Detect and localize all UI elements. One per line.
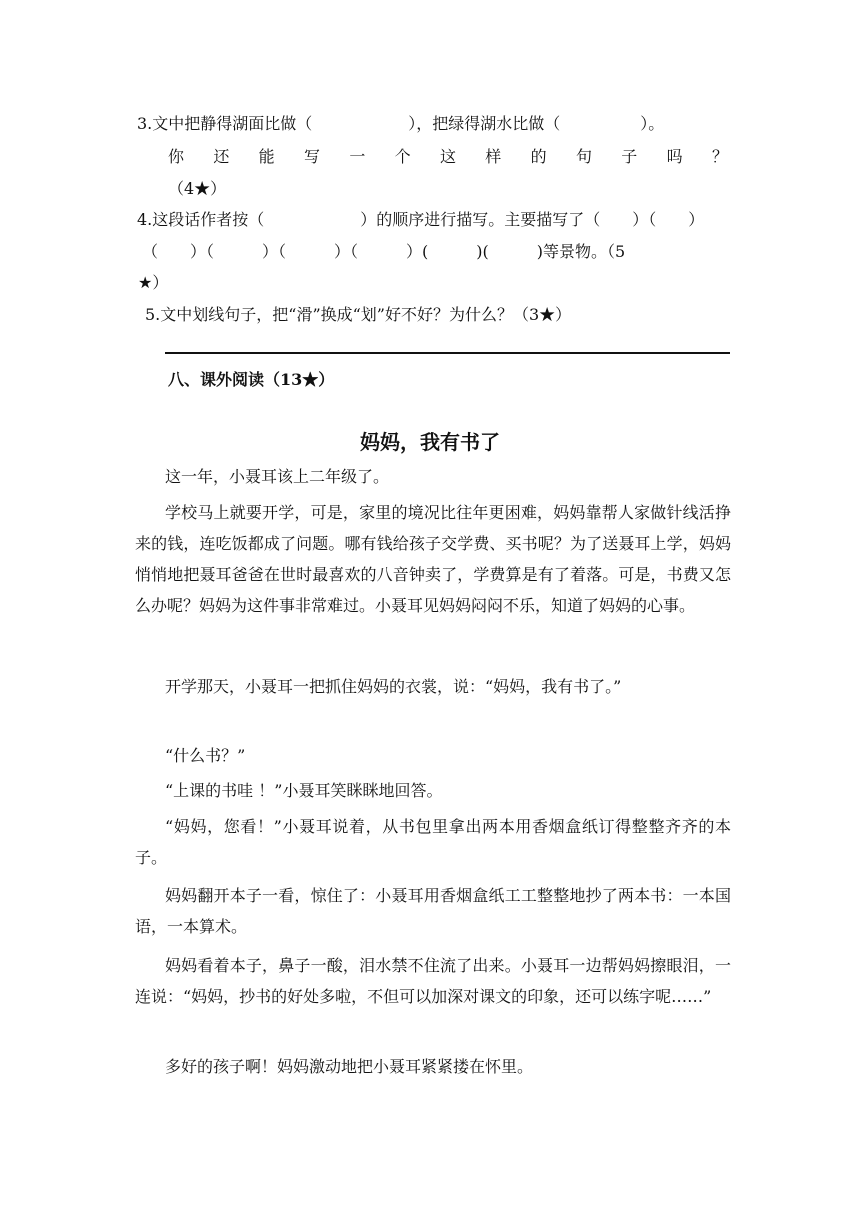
story-paragraph: 多好的孩子啊！妈妈激动地把小聂耳紧紧搂在怀里。	[165, 1057, 534, 1076]
question-3-line-1: 3.文中把静得湖面比做（ ），把绿得湖水比做（ ）。	[137, 114, 665, 133]
q3-char: 样	[485, 147, 502, 166]
question-4-points: ★）	[138, 273, 169, 292]
q3-char: 写	[303, 147, 320, 166]
story-paragraph: 学校马上就要开学，可是，家里的境况比往年更困难，妈妈靠帮人家做针线活挣来的钱，连吃饭都成了问题。哪有钱给孩子交学费、买书呢？为了送聂耳上学，妈妈悄悄地把聂耳爸爸在世时最喜欢的八音钟卖了，学费算是有了着落。可是，书费又怎么办呢？妈妈为这件事非常难过。小聂耳见妈妈闷闷不乐，知道了妈妈的心事。	[135, 503, 731, 615]
question-4-line-2: （ ）（ ）（ ）（ ）( )( )等景物。（5	[142, 242, 626, 261]
q3-char: 个	[394, 147, 411, 166]
question-3-points: （4★）	[168, 179, 227, 198]
q3-char: 还	[213, 147, 230, 166]
q3-char: 子	[621, 147, 638, 166]
question-5: 5.文中划线句子，把“滑”换成“划”好不好？为什么？（3★）	[145, 305, 572, 324]
q3-char: 一	[349, 147, 366, 166]
question-3-line-2	[168, 147, 728, 167]
story-paragraph: “妈妈，您看！”小聂耳说着，从书包里拿出两本用香烟盒纸订得整整齐齐的本子。	[135, 817, 731, 867]
q3-char: 这	[439, 147, 456, 166]
question-4-line-1: 4.这段话作者按（ ）的顺序进行描写。主要描写了（ ）（ ）	[137, 210, 705, 229]
story-paragraph: 开学那天，小聂耳一把抓住妈妈的衣裳，说：“妈妈，我有书了。”	[165, 677, 622, 696]
q3-char: 吗	[666, 147, 683, 166]
story-paragraph: “什么书？”	[165, 746, 246, 765]
q3-char: 能	[258, 147, 275, 166]
section-divider	[165, 352, 730, 354]
story-paragraph: 妈妈翻开本子一看，惊住了：小聂耳用香烟盒纸工工整整地抄了两本书：一本国语，一本算术。	[135, 886, 731, 936]
story-paragraph: 这一年，小聂耳该上二年级了。	[165, 467, 390, 486]
story-paragraph: 妈妈看着本子，鼻子一酸，泪水禁不住流了出来。小聂耳一边帮妈妈擦眼泪，一连说：“妈妈，抄书的好处多啦，不但可以加深对课文的印象，还可以练字呢……”	[135, 956, 731, 1006]
q3-char: 你	[168, 147, 185, 166]
section-heading: 八、课外阅读（13★）	[168, 370, 335, 389]
q3-char: ？	[711, 147, 728, 166]
story-paragraph: “上课的书哇 ！”小聂耳笑眯眯地回答。	[165, 781, 443, 800]
story-title: 妈妈，我有书了	[360, 430, 500, 454]
q3-char: 的	[530, 147, 547, 166]
q3-char: 句	[575, 147, 592, 166]
